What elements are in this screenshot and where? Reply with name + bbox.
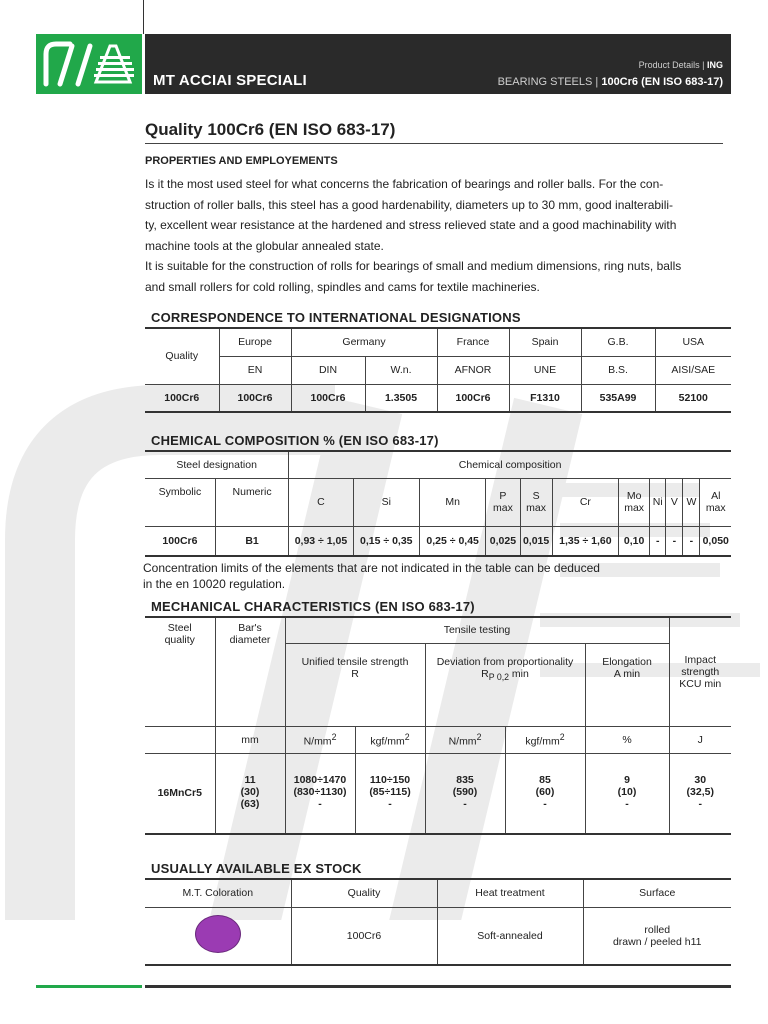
table-cell: C bbox=[289, 478, 353, 526]
table-row bbox=[145, 478, 731, 526]
header-text: A min bbox=[613, 667, 641, 680]
cell-line: - bbox=[463, 797, 467, 810]
cell-line: - bbox=[698, 797, 702, 810]
table-cell: UNE bbox=[509, 356, 581, 384]
max-label: max bbox=[705, 502, 726, 514]
table-cell: 100Cr6 bbox=[291, 907, 437, 965]
table-cell: Si bbox=[353, 478, 419, 526]
max-label: max bbox=[493, 502, 513, 514]
element-label: Al bbox=[711, 490, 721, 502]
table-cell bbox=[425, 753, 505, 834]
table-cell: 100Cr6 bbox=[291, 384, 365, 412]
table-cell: Quality bbox=[165, 350, 199, 363]
properties-text bbox=[145, 174, 735, 298]
table-row bbox=[145, 451, 731, 478]
cell-line: drawn / peeled h11 bbox=[612, 935, 702, 948]
table-row bbox=[145, 617, 731, 643]
properties-line: and small rollers for cold rolling, spindles and cams for textile machineries. bbox=[145, 279, 540, 294]
table-cell: Soft-annealed bbox=[437, 907, 583, 965]
table-cell bbox=[215, 617, 285, 726]
table-cell: 1.3505 bbox=[365, 384, 437, 412]
chemical-table bbox=[145, 450, 731, 557]
table-cell: 0,25 ÷ 0,45 bbox=[419, 526, 485, 556]
header-text bbox=[428, 668, 583, 682]
properties-line: It is suitable for the construction of rolls for bearings of small and medium dimensions, ring nuts, balls bbox=[145, 259, 682, 274]
correspondence-heading: CORRESPONDENCE TO INTERNATIONAL DESIGNATIONS bbox=[151, 310, 521, 325]
header-text: strength bbox=[681, 665, 720, 678]
cell-line: rolled bbox=[644, 923, 671, 936]
header-text: R bbox=[351, 667, 359, 680]
table-cell bbox=[425, 726, 505, 753]
table-cell: EN bbox=[219, 356, 291, 384]
nav-top-label: Product Details | bbox=[638, 60, 707, 70]
table-cell: 100Cr6 bbox=[145, 384, 219, 412]
table-cell: 0,025 bbox=[486, 526, 520, 556]
table-cell: 100Cr6 bbox=[145, 526, 215, 556]
unit: N/mm bbox=[303, 735, 332, 748]
cell-line: (30) bbox=[240, 785, 260, 798]
table-cell bbox=[585, 643, 669, 726]
table-cell: B1 bbox=[215, 526, 288, 556]
header-text: R bbox=[481, 667, 489, 680]
header-text: Steel bbox=[167, 622, 192, 634]
header-divider bbox=[143, 0, 144, 34]
table-cell: France bbox=[437, 328, 509, 356]
table-cell bbox=[583, 907, 731, 965]
unit-sup: 2 bbox=[476, 731, 482, 742]
table-cell: 0,10 bbox=[619, 526, 650, 556]
breadcrumb-category[interactable]: BEARING STEELS | bbox=[497, 76, 602, 88]
table-cell: 1,35 ÷ 1,60 bbox=[552, 526, 618, 556]
table-cell: 100Cr6 bbox=[219, 384, 291, 412]
table-cell: Ni bbox=[650, 478, 666, 526]
table-cell: % bbox=[585, 726, 669, 753]
table-cell bbox=[669, 617, 731, 726]
table-cell: 0,050 bbox=[700, 526, 731, 556]
table-row bbox=[145, 907, 731, 965]
table-cell bbox=[486, 478, 520, 526]
table-cell: V bbox=[666, 478, 683, 526]
cell-line: (60) bbox=[535, 785, 555, 798]
table-cell bbox=[619, 478, 650, 526]
header-text: min bbox=[509, 667, 529, 680]
breadcrumb-current: 100Cr6 (EN ISO 683-17) bbox=[601, 76, 723, 88]
table-cell bbox=[145, 726, 215, 753]
unit: N/mm bbox=[448, 735, 477, 748]
table-cell: 535A99 bbox=[581, 384, 655, 412]
table-cell: J bbox=[669, 726, 731, 753]
stock-heading: USUALLY AVAILABLE EX STOCK bbox=[151, 861, 362, 876]
unit-sup: 2 bbox=[331, 731, 337, 742]
cell-line: - bbox=[625, 797, 629, 810]
table-cell bbox=[505, 726, 585, 753]
properties-line: struction of roller balls, this steel has a good hardenability, diameters up to 30 mm, good inalterabili- bbox=[145, 197, 674, 212]
cell-line: - bbox=[318, 797, 322, 810]
table-cell: Europe bbox=[219, 328, 291, 356]
element-label: P bbox=[499, 490, 507, 502]
unit-sup: 2 bbox=[404, 731, 410, 742]
cell-line: (63) bbox=[240, 797, 260, 810]
cell-line: (590) bbox=[452, 785, 478, 798]
table-cell: W.n. bbox=[365, 356, 437, 384]
breadcrumb bbox=[498, 76, 723, 88]
element-label: S bbox=[532, 490, 540, 502]
cell-line: 9 bbox=[624, 773, 630, 786]
table-cell: mm bbox=[215, 726, 285, 753]
table-cell: - bbox=[666, 526, 683, 556]
table-cell: Steel designation bbox=[176, 458, 257, 471]
footer-accent bbox=[36, 985, 142, 988]
cell-line: 110÷150 bbox=[369, 773, 411, 786]
footer-rule bbox=[145, 985, 731, 988]
header-text: Impact bbox=[684, 653, 716, 666]
table-cell bbox=[425, 643, 585, 726]
cell-line: 30 bbox=[694, 773, 707, 786]
max-label: max bbox=[624, 502, 645, 514]
table-cell: Chemical composition bbox=[289, 451, 731, 478]
table-cell bbox=[505, 753, 585, 834]
header-text: quality bbox=[164, 634, 195, 646]
table-cell: DIN bbox=[291, 356, 365, 384]
table-cell bbox=[585, 753, 669, 834]
table-cell bbox=[215, 753, 285, 834]
table-row bbox=[145, 726, 731, 753]
max-label: max bbox=[526, 502, 547, 514]
table-cell bbox=[285, 726, 355, 753]
company-logo bbox=[36, 34, 142, 94]
header-text: Elongation bbox=[602, 655, 652, 668]
cell-line: 1080÷1470 bbox=[293, 773, 347, 786]
stock-table bbox=[145, 878, 731, 966]
header-text: diameter bbox=[229, 634, 271, 646]
table-cell: B.S. bbox=[581, 356, 655, 384]
table-cell bbox=[700, 478, 731, 526]
table-cell bbox=[285, 643, 425, 726]
table-cell: 52100 bbox=[655, 384, 731, 412]
table-cell: 0,15 ÷ 0,35 bbox=[353, 526, 419, 556]
unit: kgf/mm bbox=[525, 735, 560, 748]
table-cell: Tensile testing bbox=[285, 617, 669, 643]
table-cell: - bbox=[683, 526, 700, 556]
table-cell bbox=[355, 753, 425, 834]
note-line: in the en 10020 regulation. bbox=[143, 577, 286, 591]
table-cell: Germany bbox=[291, 328, 437, 356]
table-row bbox=[145, 753, 731, 834]
cell-line: - bbox=[388, 797, 392, 810]
nav-product-details[interactable] bbox=[639, 60, 723, 70]
logo-mark-icon bbox=[36, 34, 142, 94]
correspondence-table bbox=[145, 327, 731, 413]
cell-line: 11 bbox=[244, 773, 256, 786]
properties-heading: PROPERTIES AND EMPLOYEMENTS bbox=[145, 155, 338, 167]
table-cell: 0,93 ÷ 1,05 bbox=[289, 526, 353, 556]
table-cell bbox=[285, 753, 355, 834]
table-row bbox=[145, 384, 731, 412]
table-row bbox=[145, 879, 731, 907]
table-cell: Heat treatment bbox=[437, 879, 583, 907]
properties-line: machine tools at the globular annealed state. bbox=[145, 238, 384, 253]
unit-sup: 2 bbox=[559, 731, 565, 742]
table-cell: 16MnCr5 bbox=[145, 753, 215, 834]
table-cell: G.B. bbox=[581, 328, 655, 356]
cell-line: (10) bbox=[617, 785, 637, 798]
mechanical-heading: MECHANICAL CHARACTERISTICS (EN ISO 683-17) bbox=[151, 599, 475, 614]
chemical-heading: CHEMICAL COMPOSITION % (EN ISO 683-17) bbox=[151, 433, 439, 448]
table-cell: AISI/SAE bbox=[655, 356, 731, 384]
cell-line: (830÷1130) bbox=[293, 785, 347, 798]
table-cell: Cr bbox=[552, 478, 618, 526]
element-label: Mo bbox=[626, 490, 642, 502]
table-cell: Surface bbox=[583, 879, 731, 907]
table-cell: Numeric bbox=[215, 478, 288, 526]
cell-line: 835 bbox=[456, 773, 474, 786]
header-bar bbox=[145, 34, 731, 94]
table-cell: Spain bbox=[509, 328, 581, 356]
table-cell: 0,015 bbox=[520, 526, 552, 556]
table-cell bbox=[355, 726, 425, 753]
header-sub: P 0,2 bbox=[488, 671, 510, 682]
page-title: Quality 100Cr6 (EN ISO 683-17) bbox=[145, 120, 723, 144]
table-cell: W bbox=[683, 478, 700, 526]
table-cell: USA bbox=[655, 328, 731, 356]
nav-lang[interactable]: ING bbox=[706, 60, 723, 70]
table-cell bbox=[145, 907, 291, 965]
table-cell: Mn bbox=[419, 478, 485, 526]
mechanical-table bbox=[145, 616, 731, 835]
table-row bbox=[145, 526, 731, 556]
company-name: MT ACCIAI SPECIALI bbox=[153, 72, 307, 89]
table-cell: M.T. Coloration bbox=[182, 887, 254, 900]
header-text: Deviation from proportionality bbox=[436, 655, 574, 668]
table-cell: Symbolic bbox=[145, 478, 215, 526]
header-text: KCU min bbox=[679, 677, 722, 690]
table-cell bbox=[669, 753, 731, 834]
cell-line: (85÷115) bbox=[369, 785, 411, 798]
cell-line: (32,5) bbox=[686, 785, 714, 798]
properties-line: Is it the most used steel for what concerns the fabrication of bearings and roller balls. For the con- bbox=[145, 177, 664, 191]
concentration-note bbox=[143, 560, 703, 592]
table-cell bbox=[520, 478, 552, 526]
header-text: Unified tensile strength bbox=[301, 655, 409, 668]
table-cell: - bbox=[650, 526, 666, 556]
note-line: Concentration limits of the elements that are not indicated in the table can be deduced bbox=[143, 561, 600, 575]
unit: kgf/mm bbox=[370, 735, 405, 748]
header-text: Bar's bbox=[238, 622, 262, 634]
coloration-swatch bbox=[195, 915, 241, 953]
properties-line: ty, excellent wear resistance at the hardened and stress relieved state and a good machinability with bbox=[145, 218, 677, 233]
table-row bbox=[145, 356, 731, 384]
table-cell bbox=[145, 617, 215, 726]
table-row bbox=[145, 328, 731, 356]
cell-line: - bbox=[543, 797, 547, 810]
table-cell: 100Cr6 bbox=[437, 384, 509, 412]
cell-line: 85 bbox=[539, 773, 551, 786]
table-cell: Quality bbox=[291, 879, 437, 907]
table-cell: F1310 bbox=[509, 384, 581, 412]
table-cell: AFNOR bbox=[437, 356, 509, 384]
